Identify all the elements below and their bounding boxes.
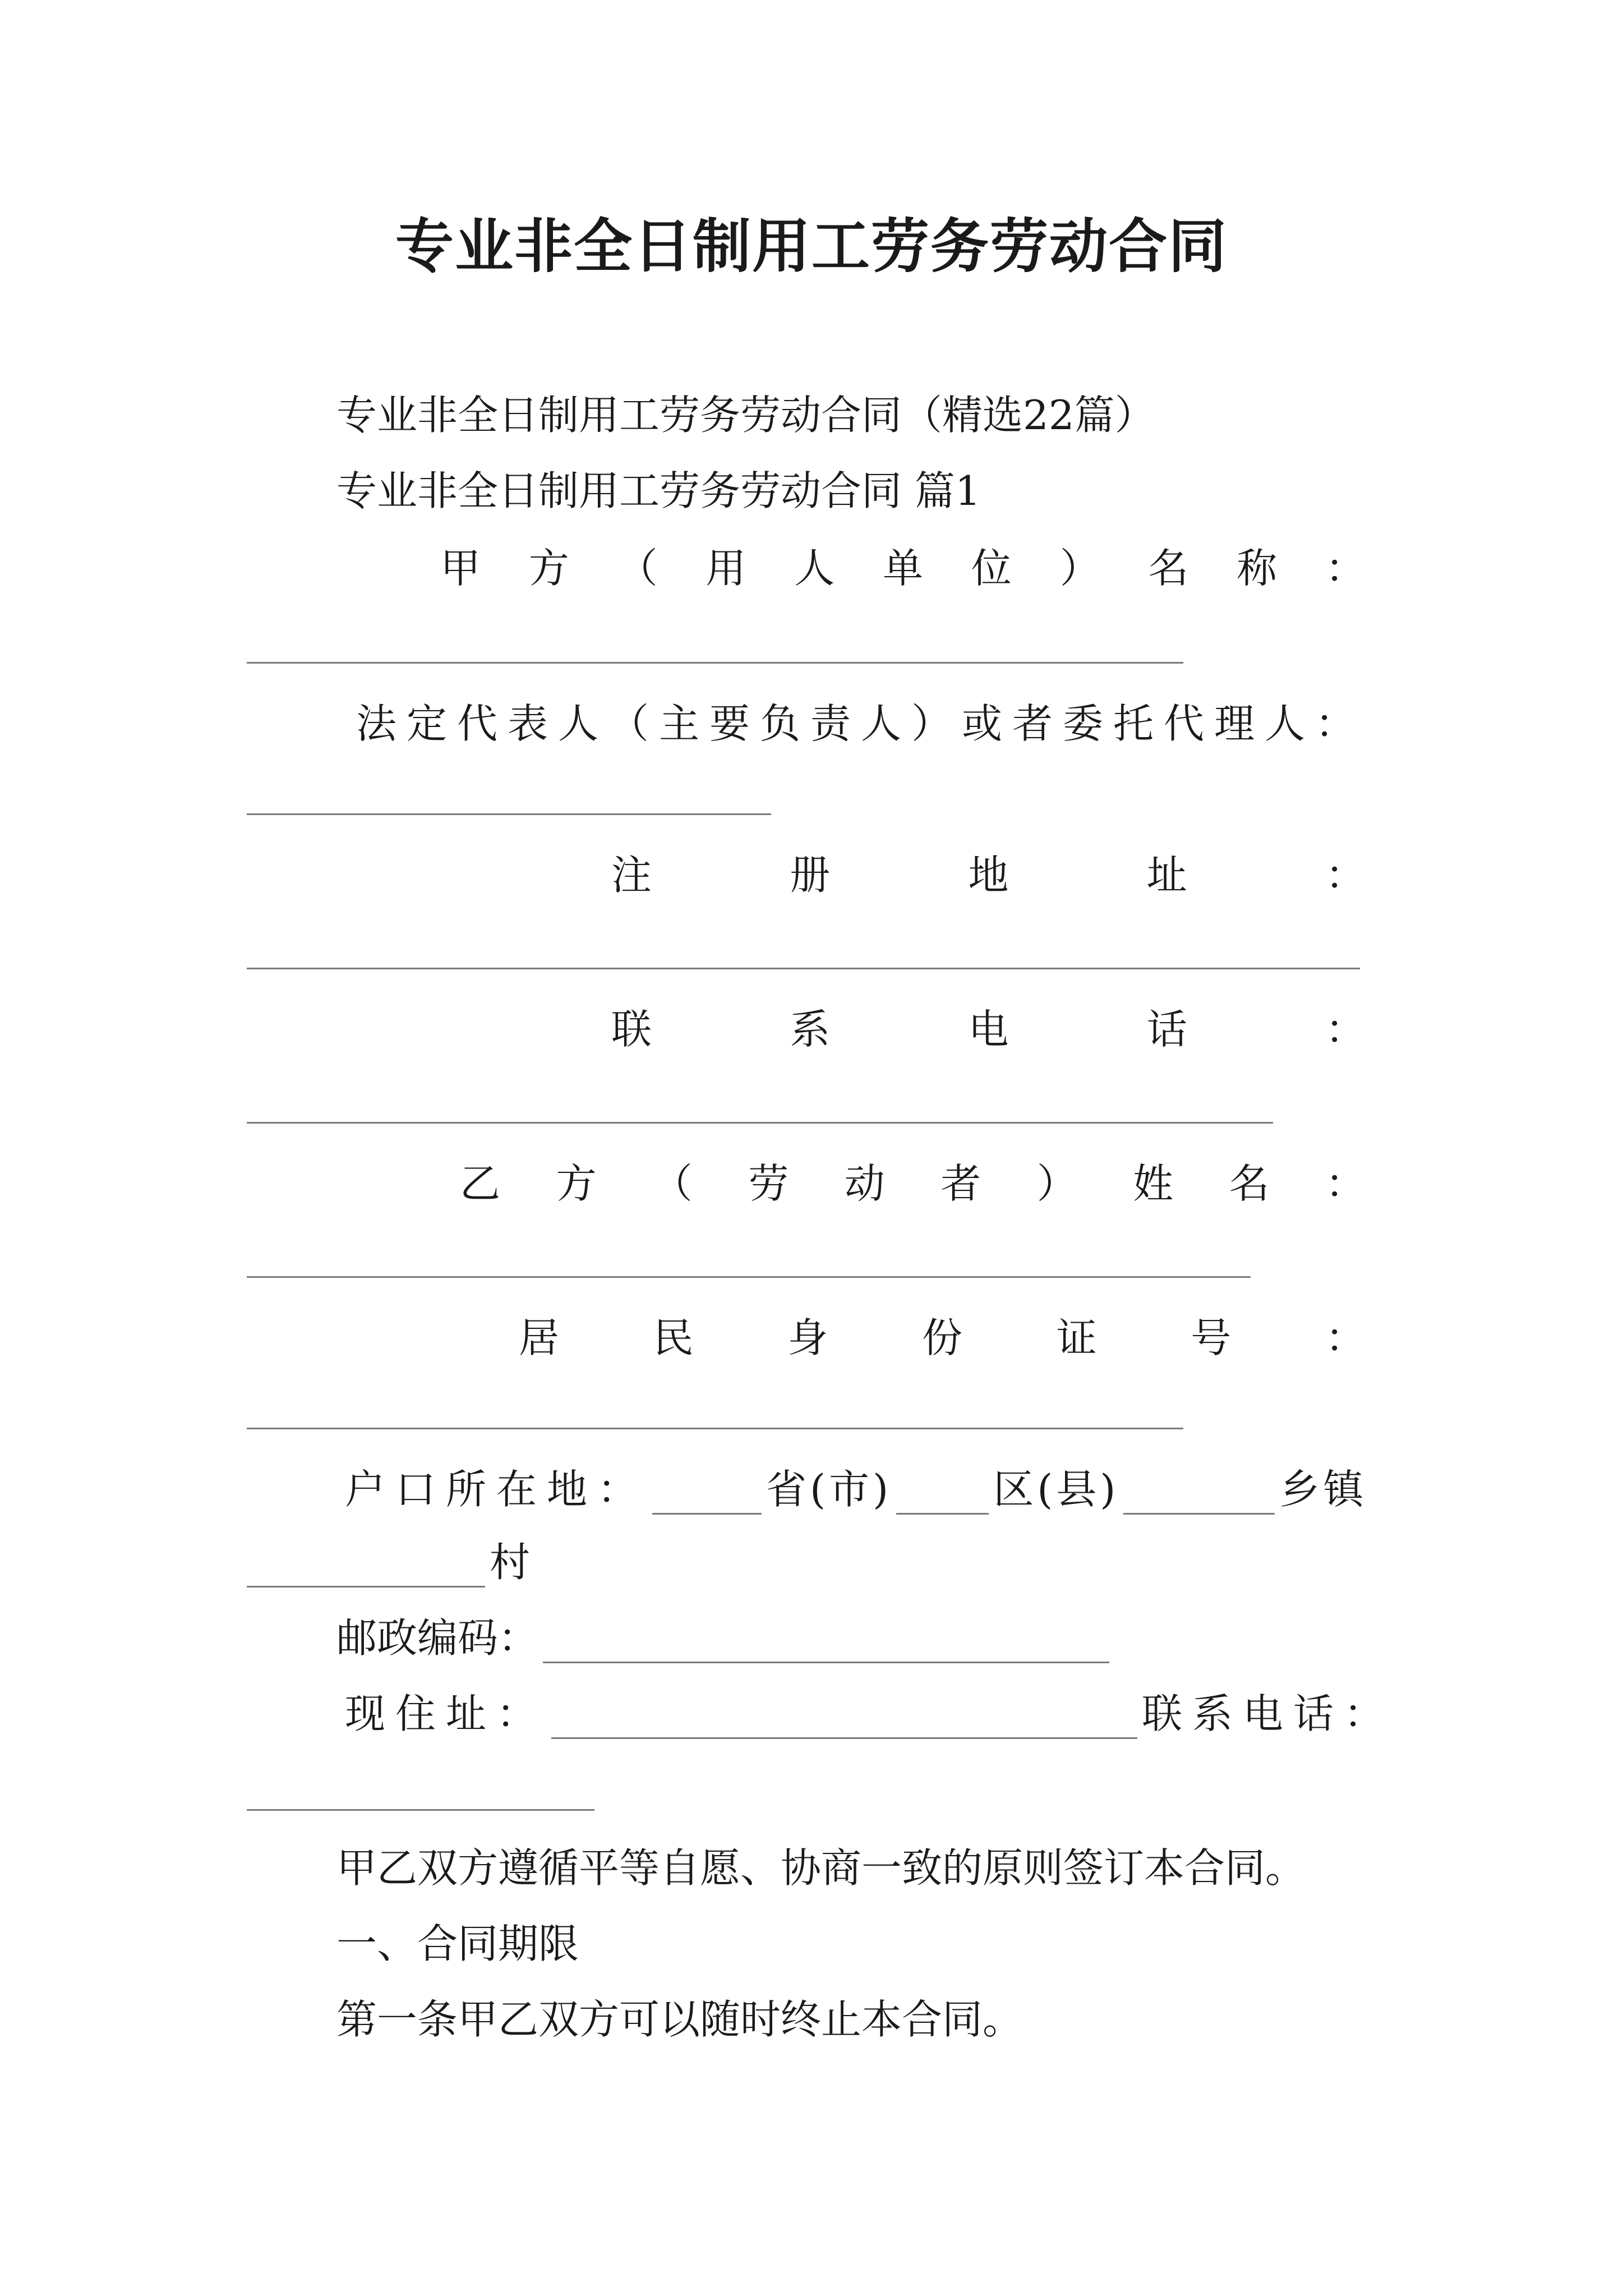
registered-address-blank[interactable] xyxy=(247,968,1360,969)
label-char: 证 xyxy=(1056,1314,1097,1361)
principle-paragraph: 甲乙双方遵循平等自愿、协商一致的原则签订本合同。 xyxy=(336,1844,1306,1892)
township-blank[interactable] xyxy=(1123,1474,1275,1515)
label-char: 身 xyxy=(787,1314,828,1361)
registered-address-label xyxy=(611,850,1366,900)
label-char: 用 xyxy=(706,545,746,592)
label-char: 人 xyxy=(794,545,835,592)
label-char: 份 xyxy=(921,1314,962,1361)
label-char: ： xyxy=(1325,1006,1366,1053)
village-label: 村 xyxy=(490,1539,531,1586)
postcode-blank[interactable] xyxy=(543,1622,1109,1663)
party-b-name-blank[interactable] xyxy=(247,1276,1251,1278)
label-char: 劳 xyxy=(748,1160,789,1207)
contact-phone-blank[interactable] xyxy=(247,1122,1273,1124)
label-char: 地 xyxy=(968,852,1009,899)
label-char: 位 xyxy=(971,545,1012,592)
label-char: 方 xyxy=(556,1160,597,1207)
label-char: 甲 xyxy=(440,545,481,592)
current-phone-label: 联系电话： xyxy=(1142,1690,1395,1737)
label-char: 单 xyxy=(882,545,923,592)
current-address-row xyxy=(345,1688,1394,1739)
label-char: 册 xyxy=(790,852,831,899)
household-row xyxy=(345,1464,1367,1515)
current-phone-blank[interactable] xyxy=(247,1809,594,1811)
village-blank[interactable] xyxy=(247,1547,485,1588)
party-a-name-blank[interactable] xyxy=(247,662,1183,664)
label-char: 名 xyxy=(1229,1160,1270,1207)
label-char: ： xyxy=(1325,1314,1366,1361)
label-char: 动 xyxy=(844,1160,885,1207)
district-blank[interactable] xyxy=(896,1474,989,1515)
party-b-name-label xyxy=(460,1158,1366,1209)
current-address-label: 现住址： xyxy=(345,1690,547,1737)
label-char: ） xyxy=(1036,1160,1077,1207)
label-char: （ xyxy=(652,1160,693,1207)
label-char: 姓 xyxy=(1133,1160,1174,1207)
label-char: ） xyxy=(1059,545,1100,592)
label-char: 电 xyxy=(968,1006,1009,1053)
label-char: ： xyxy=(1325,852,1366,899)
article-1: 第一条甲乙双方可以随时终止本合同。 xyxy=(336,1996,1023,2043)
label-char: 乙 xyxy=(460,1160,501,1207)
label-char: 方 xyxy=(528,545,569,592)
township-label: 乡镇 xyxy=(1279,1466,1367,1513)
document-subtitle: 专业非全日制用工劳务劳动合同（精选22篇） xyxy=(336,392,1155,439)
id-number-blank[interactable] xyxy=(247,1428,1183,1429)
legal-rep-blank[interactable] xyxy=(247,813,771,815)
postcode-label: 邮政编码： xyxy=(336,1614,539,1662)
term-heading: 一、合同期限 xyxy=(336,1920,579,1967)
label-char: 称 xyxy=(1237,545,1278,592)
current-address-blank[interactable] xyxy=(551,1698,1137,1739)
label-char: 联 xyxy=(611,1006,652,1053)
village-row xyxy=(247,1537,530,1588)
label-char: 居 xyxy=(519,1314,560,1361)
label-char: 系 xyxy=(790,1006,831,1053)
label-char: 话 xyxy=(1146,1006,1187,1053)
label-char: ： xyxy=(1325,1160,1366,1207)
legal-rep-label: 法定代表人（主要负责人）或者委托代理人： xyxy=(356,700,1366,747)
party-a-name-label xyxy=(440,543,1366,593)
province-label: 省(市) xyxy=(766,1466,892,1513)
postcode-row xyxy=(336,1613,1114,1663)
label-char: 者 xyxy=(940,1160,981,1207)
id-number-label xyxy=(519,1313,1366,1363)
document-title: 专业非全日制用工劳务劳动合同 xyxy=(395,211,1228,280)
label-char: 址 xyxy=(1146,852,1187,899)
province-blank[interactable] xyxy=(652,1474,762,1515)
label-char: 民 xyxy=(653,1314,694,1361)
district-label: 区(县) xyxy=(993,1466,1119,1513)
household-label: 户口所在地： xyxy=(345,1466,648,1513)
label-char: ： xyxy=(1325,545,1366,592)
contact-phone-label xyxy=(611,1004,1366,1055)
label-char: （ xyxy=(617,545,658,592)
label-char: 号 xyxy=(1191,1314,1232,1361)
section-heading: 专业非全日制用工劳务劳动合同 篇1 xyxy=(336,467,981,514)
label-char: 注 xyxy=(611,852,652,899)
label-char: 名 xyxy=(1148,545,1189,592)
